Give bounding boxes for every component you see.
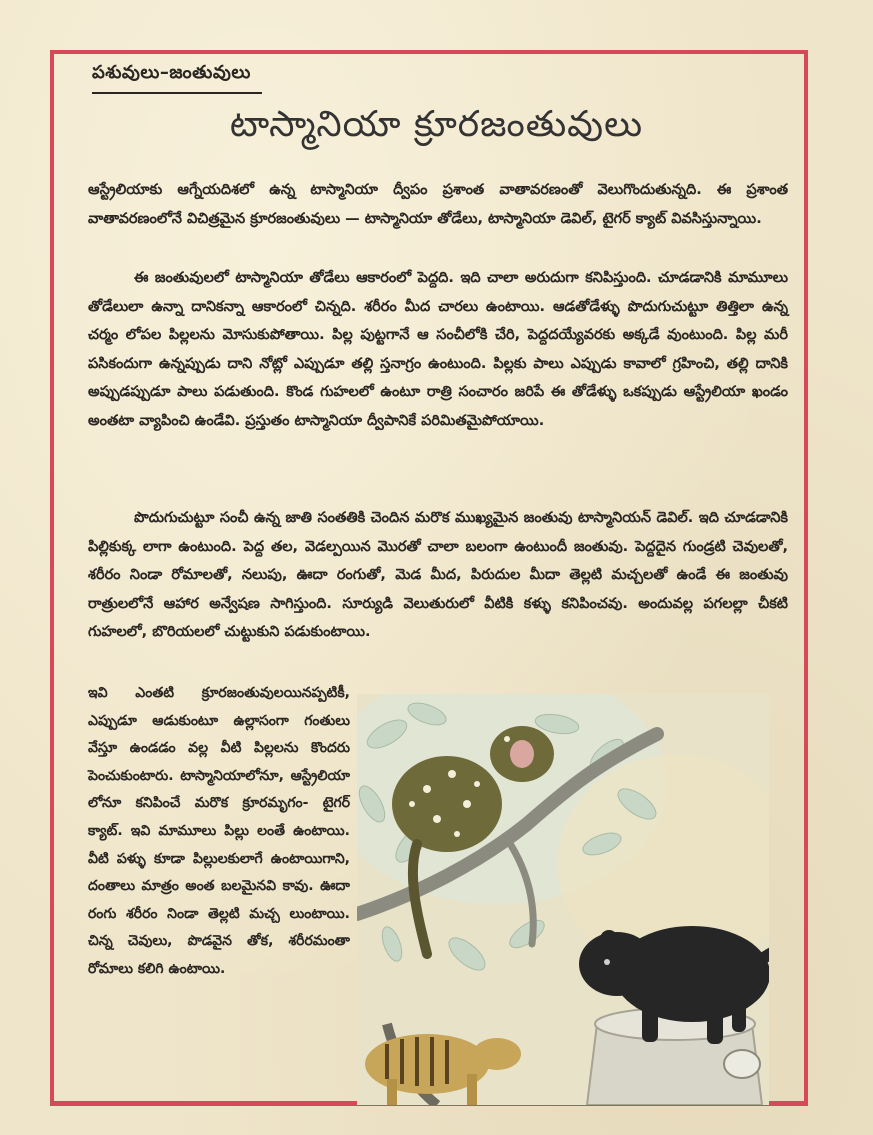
paragraph-tiger-cat: ఇవి ఎంతటి క్రూరజంతువులయినప్పటికీ, ఎప్పుడూ ఆడుకుంటూ ఉల్లాసంగా గంతులు వేస్తూ ఉండడం వల్ల వీటి పిల్లలను కొందరు పెంచుకుంటారు. టాస్మానియాలోనూ, ఆస్ట్రేలియా లోనూ కనిపించే మరొక క్రూరమృగం- టైగర్ క్యాట్. ఇవి మామూలు పిల్లు లంతే ఉంటాయి. వీటి పళ్ళు కూడా పిల్లులకులాగే ఉంటాయిగాని, దంతాలు మాత్రం అంత బలమైనవి కావు. ఊదా రంగు శరీరం నిండా తెల్లటి మచ్చ లుంటాయి. చిన్న చెవులు, పొడవైన తోక, శరీరమంతా రోమాలు కలిగి ఉంటాయి. [88,685,350,977]
section-underline [92,92,262,94]
paragraph-tasmanian-wolf: ఈ జంతువులలో టాస్మానియా తోడేలు ఆకారంలో పెద్దది. ఇది చాలా అరుదుగా కనిపిస్తుంది. చూడడానికి మామూలు తోడేలులా ఉన్నా దానికన్నా ఆకారంలో చిన్నది. శరీరం మీద చారలు ఉంటాయి. ఆడతోడేళ్ళు పొదుగుచుట్టూ తిత్తిలా ఉన్న చర్మం లోపల పిల్లలను మోసుకుపోతాయి. పిల్ల పుట్టగానే ఆ సంచీలోకి చేరి, పెద్దదయ్యేవరకు అక్కడే వుంటుంది. పిల్ల మరీ పసికందుగా ఉన్నప్పుడు దాని నోట్లో ఎప్పుడూ తల్లి స్తనాగ్రం ఉంటుంది. పిల్లకు పాలు ఎప్పుడు కావాలో గ్రహించి, తల్లి దానికి అప్పుడప్పుడూ పాలు పడుతుంది. కొండ గుహలలో ఉంటూ రాత్రి సంచారం జరిపే ఈ తోడేళ్ళు ఒకప్పుడు ఆస్ట్రేలియా ఖండం అంతటా వ్యాపించి ఉండేవి. ప్రస్తుతం టాస్మానియా ద్వీపానికే పరిమితమైపోయాయి. [88,270,788,429]
paragraph-tasmanian-devil: పొదుగుచుట్టూ సంచీ ఉన్న జాతి సంతతికి చెందిన మరొక ముఖ్యమైన జంతువు టాస్మానియన్ డెవిల్. ఇది చూడడానికి పిల్లికుక్క లాగా ఉంటుంది. పెద్ద తల, వెడల్పయిన మొరతో చాలా బలంగా ఉంటుందీ జంతువు. పెద్దదైన గుండ్రటి చెవులతో, శరీరం నిండా రోమాలతో, నలుపు, ఊదా రంగుతో, మెడ మీద, పిరుదుల మీదా తెల్లటి మచ్చలతో ఉండే ఈ జంతువు రాత్రులలోనే ఆహార అన్వేషణ సాగిస్తుంది. సూర్యుడి వెలుతురులో వీటికి కళ్ళు కనిపించవు. అందువల్ల పగలల్లా చీకటి గుహలలో, బొరియలలో చుట్టుకుని పడుకుంటాయి. [88,510,788,640]
page-title: టాస్మానియా క్రూరజంతువులు [229,104,644,145]
section-label: పశువులు–జంతువులు [92,62,251,83]
paragraph-intro: ఆస్ట్రేలియాకు ఆగ్నేయదిశలో ఉన్న టాస్మానియా ద్వీపం ప్రశాంత వాతావరణంతో వెలుగొందుతున్నది. ఈ ప్రశాంత వాతావరణంలోనే విచిత్రమైన క్రూరజంతువులు — టాస్మానియా తోడేలు, టాస్మానియా డెవిల్, టైగర్ క్యాట్ వివసిస్తున్నాయి. [88,182,788,227]
animal-illustration [357,694,769,1105]
